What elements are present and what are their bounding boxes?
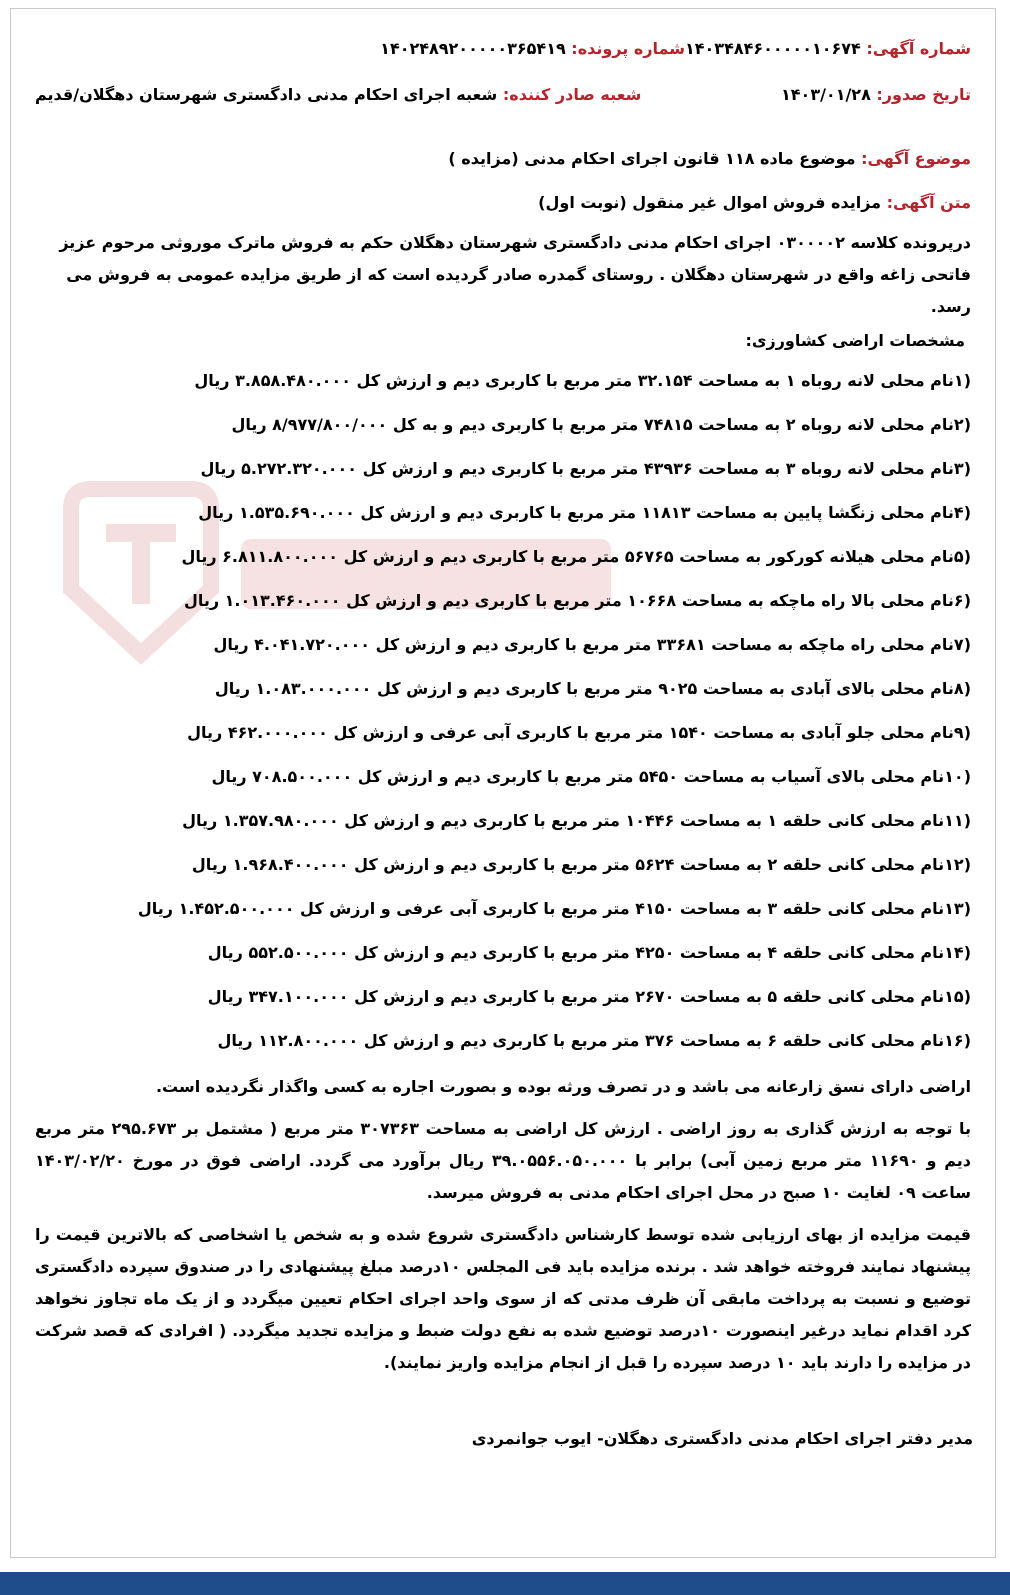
land-list <box>35 361 971 1065</box>
case-number-value: ۱۴۰۲۴۸۹۲۰۰۰۰۰۳۶۵۴۱۹ <box>380 39 566 58</box>
notice-body <box>35 227 971 1379</box>
land-item: (۶نام محلی بالا راه ماچکه به مساحت ۱۰۶۶۸ متر مربع با کاربری دیم و ارزش کل ۱.۰۱۳.۴۶۰.۰۰۰ ریال <box>183 591 971 610</box>
land-item: (۳نام محلی لانه روباه ۳ به مساحت ۴۳۹۳۶ متر مربع با کاربری دیم و ارزش کل ۵.۲۷۲.۳۲۰.۰۰۰ ریال <box>200 459 971 478</box>
signature: مدیر دفتر اجرای احکام مدنی دادگستری دهگلان- ایوب جوانمردی <box>471 1429 973 1448</box>
issue-date <box>781 85 971 104</box>
issuer-label: شعبه صادر کننده: <box>502 85 642 104</box>
land-item: (۹نام محلی جلو آبادی به مساحت ۱۵۴۰ متر مربع با کاربری آبی عرفی و ارزش کل ۴۶۲.۰۰۰.۰۰۰ ریال <box>187 723 971 742</box>
land-item: (۸نام محلی بالای آبادی به مساحت ۹۰۲۵ متر مربع با کاربری دیم و ارزش کل ۱.۰۸۳.۰۰۰.۰۰۰ ریال <box>214 679 971 698</box>
issue-date-label: تاریخ صدور: <box>876 85 971 104</box>
header-row-2 <box>35 85 971 131</box>
issuer <box>35 85 641 104</box>
land-item: (۱۳نام محلی کانی حلقه ۳ به مساحت ۴۱۵۰ متر مربع با کاربری آبی عرفی و ارزش کل ۱.۴۵۲.۵۰۰.۰۰۰ ریال <box>137 899 971 918</box>
land-item: (۱۰نام محلی بالای آسیاب به مساحت ۵۴۵۰ متر مربع با کاربری دیم و ارزش کل ۷۰۸.۵۰۰.۰۰۰ ریال <box>211 767 971 786</box>
land-item: (۱۲نام محلی کانی حلقه ۲ به مساحت ۵۶۲۴ متر مربع با کاربری دیم و ارزش کل ۱.۹۶۸.۴۰۰.۰۰۰ ریال <box>191 855 971 874</box>
document-frame <box>10 8 996 1558</box>
ad-number-label: شماره آگهی: <box>866 39 971 58</box>
land-item: (۱۵نام محلی کانی حلقه ۵ به مساحت ۲۶۷۰ متر مربع با کاربری دیم و ارزش کل ۳۴۷.۱۰۰.۰۰۰ ریال <box>207 987 971 1006</box>
intro-paragraph: درپرونده کلاسه ۰۳۰۰۰۰۲ اجرای احکام مدنی دادگستری شهرستان دهگلان حکم به فروش ماترک موروثی مرحوم عزیز فاتحی زاغه واقع در شهرستان دهگلان . روستای گمدره صادر گردیده است که از طریق مزایده عمومی به فروش می رسد. <box>59 233 971 316</box>
ad-number-value: ۱۴۰۳۴۸۴۶۰۰۰۰۰۱۰۶۷۴ <box>685 39 861 58</box>
land-item: (۵نام محلی هیلانه کورکور به مساحت ۵۶۷۶۵ متر مربع با کاربری دیم و ارزش کل ۶.۸۱۱.۸۰۰.۰۰۰ ریال <box>181 547 971 566</box>
land-item: (۱نام محلی لانه روباه ۱ به مساحت ۳۲.۱۵۴ متر مربع با کاربری دیم و ارزش کل ۳.۸۵۸.۴۸۰.۰۰۰ ریال <box>194 371 971 390</box>
ad-number <box>685 39 971 58</box>
bottom-bar <box>0 1572 1010 1595</box>
ad-text <box>35 183 971 227</box>
land-item: (۱۱نام محلی کانی حلقه ۱ به مساحت ۱۰۴۴۶ متر مربع با کاربری دیم و ارزش کل ۱.۳۵۷.۹۸۰.۰۰۰ ریال <box>182 811 971 830</box>
issue-date-value: ۱۴۰۳/۰۱/۲۸ <box>781 85 871 104</box>
land-item: (۷نام محلی راه ماچکه به مساحت ۳۳۶۸۱ متر مربع با کاربری دیم و ارزش کل ۴.۰۴۱.۷۲۰.۰۰۰ ریال <box>213 635 971 654</box>
land-item: (۲نام محلی لانه روباه ۲ به مساحت ۷۴۸۱۵ متر مربع با کاربری دیم و به کل ۸/۹۷۷/۸۰۰/۰۰۰ ریال <box>231 415 971 434</box>
lands-heading: مشخصات اراضی کشاورزی: <box>745 331 965 350</box>
header-row-1 <box>35 39 971 85</box>
ownership-paragraph: اراضی دارای نسق زارعانه می باشد و در تصرف ورثه بوده و بصورت اجاره به کسی واگذار نگردیده است. <box>155 1077 971 1096</box>
terms-paragraph: قیمت مزایده از بهای ارزیابی شده توسط کارشناس دادگستری شروع شده و به شخص یا اشخاصی که بالاترین قیمت را پیشنهاد نمایند فروخته خواهد شد . برنده مزایده باید فی المجلس ۱۰درصد مبلغ پیشنهادی را در صندوق سپرده دادگستری توضیع و نسبت به پرداخت مابقی آن ظرف مدتی که از سوی واحد اجرای احکام تعیین میگردد و از یک ماه تجاوز نخواهد کرد اقدام نماید درغیر اینصورت ۱۰درصد توضیع شده به نفع دولت ضبط و مزایده تجدید میگردد. ( افرادی که قصد شرکت در مزایده را دارند باید ۱۰ درصد سپرده را قبل از انجام مزایده واریز نمایند). <box>35 1225 972 1372</box>
land-item: (۴نام محلی زنگشا پایین به مساحت ۱۱۸۱۳ متر مربع با کاربری دیم و ارزش کل ۱.۵۳۵.۶۹۰.۰۰۰ ریال <box>198 503 971 522</box>
notice-content <box>35 39 971 1389</box>
case-number <box>380 39 685 58</box>
subject-value: موضوع ماده ۱۱۸ قانون اجرای احکام مدنی (مزایده ) <box>448 149 856 168</box>
land-item: (۱۶نام محلی کانی حلقه ۶ به مساحت ۳۷۶ متر مربع با کاربری دیم و ارزش کل ۱۱۲.۸۰۰.۰۰۰ ریال <box>217 1031 971 1050</box>
land-item: (۱۴نام محلی کانی حلقه ۴ به مساحت ۴۲۵۰ متر مربع با کاربری دیم و ارزش کل ۵۵۲.۵۰۰.۰۰۰ ریال <box>207 943 971 962</box>
valuation-paragraph: با توجه به ارزش گذاری به روز اراضی . ارزش کل اراضی به مساحت ۳۰۷۳۶۳ متر مربع ( مشتمل بر ۲۹۵.۶۷۳ متر مربع دیم و ۱۱۶۹۰ متر مربع زمین آبی) برابر با ۳۹.۰۵۵۶.۰۵۰.۰۰۰ ریال برآورد می گردد. اراضی فوق در مورخ ۱۴۰۳/۰۲/۲۰ ساعت ۰۹ لغایت ۱۰ صبح در محل اجرای احکام مدنی به فروش میرسد. <box>35 1119 972 1202</box>
ad-text-value: مزایده فروش اموال غیر منقول (نوبت اول) <box>538 193 882 212</box>
subject <box>35 139 971 183</box>
ad-text-label: متن آگهی: <box>886 193 971 212</box>
case-number-label: شماره پرونده: <box>571 39 685 58</box>
subject-label: موضوع آگهی: <box>861 149 971 168</box>
issuer-value: شعبه اجرای احکام مدنی دادگستری شهرستان دهگلان/قدیم <box>35 85 498 104</box>
